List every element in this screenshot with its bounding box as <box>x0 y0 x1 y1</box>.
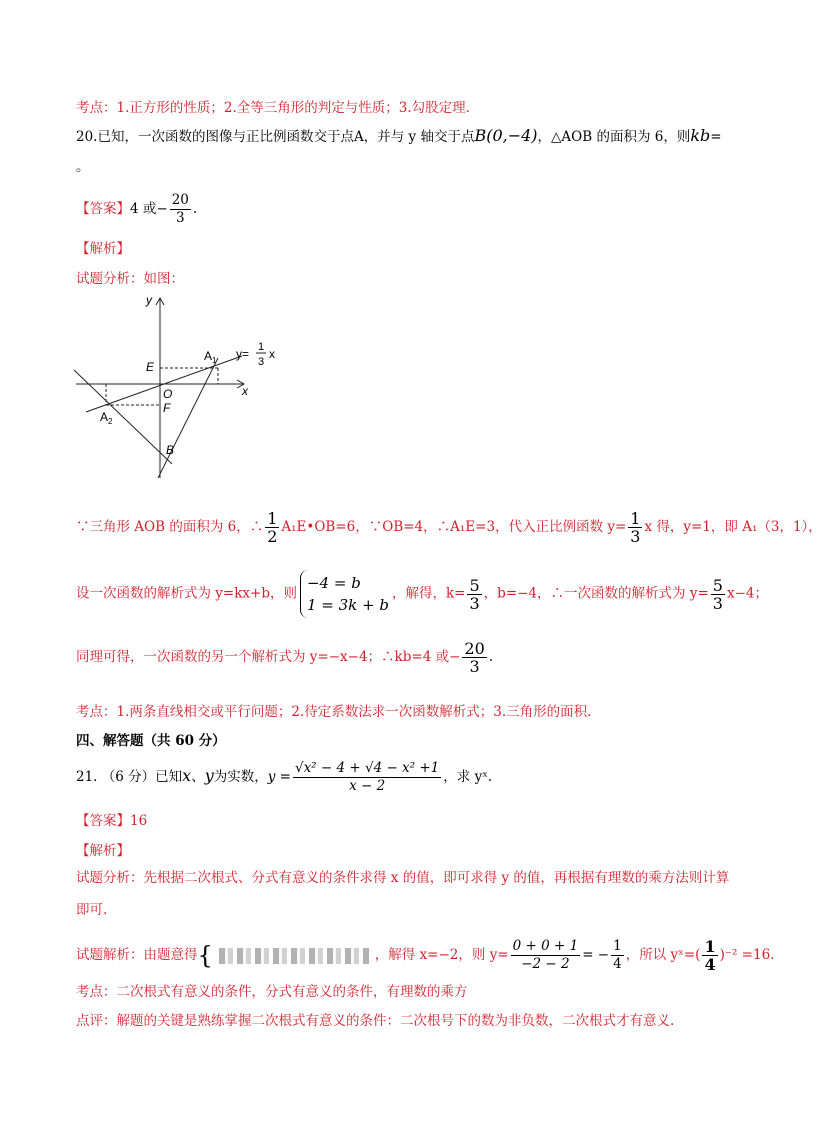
kaodian-21: 考点：二次根式有意义的条件，分式有意义的条件，有理数的乘方 <box>76 984 468 1000</box>
q20-text-d: ，△AOB 的面积为 6，则 <box>537 129 691 145</box>
answer-frac-num: 20 <box>171 192 189 208</box>
sol3-f-den: 3 <box>462 657 486 675</box>
q21-y-eq: y = <box>267 769 291 785</box>
label-b: B <box>166 443 175 457</box>
blurred-equation-image <box>219 948 369 964</box>
q20-eq: = <box>710 129 722 145</box>
answer21-label: 【答案】 <box>76 813 130 829</box>
q21-a: 21. （6 分）已知 <box>76 769 183 785</box>
sol2-d: x−4； <box>726 585 768 602</box>
kaodian-19: 考点：1.正方形的性质；2.全等三角形的判定与性质；3.勾股定理. <box>76 100 470 116</box>
sol2-f1-num: 5 <box>469 575 480 595</box>
sol1-f2-num: 1 <box>630 509 641 528</box>
sol2-c: ，b=−4，∴一次函数的解析式为 y= <box>483 585 709 602</box>
q21-b: 为实数， <box>213 769 268 785</box>
sol3-frac <box>462 640 486 675</box>
q21-df1-den: −2 − 2 <box>511 955 581 973</box>
sol1-f2-den: 3 <box>630 527 641 546</box>
q21-detail-b: ，解得 x=−2，则 y= <box>374 947 509 963</box>
q21-analysis-2: 即可. <box>76 902 108 918</box>
q20-kb: kb <box>690 126 711 145</box>
section-4-heading: 四、解答题（共 60 分） <box>76 733 226 749</box>
jiexi-label-21: 【解析】 <box>76 843 130 859</box>
sol2-f2-num: 5 <box>712 575 723 595</box>
q21-detail-c: = − <box>582 947 610 963</box>
label-line: y= <box>236 347 250 361</box>
sol1-frac-1 <box>265 510 279 545</box>
q21-detail-d: ，所以 yˣ=( <box>625 947 701 963</box>
q20-text-b: 的图像与正比例函数 <box>191 129 314 145</box>
q21-detail <box>76 938 774 973</box>
sol3-a: 同理可得，一次函数的另一个解析式为 y=−x−4；∴kb=4 或− <box>76 649 461 665</box>
line-a1-b <box>158 358 218 478</box>
label-line-num: 1 <box>258 341 265 353</box>
label-a2: A <box>100 410 109 424</box>
label-f: F <box>163 401 171 415</box>
q21-df1-num: 0 + 0 + 1 <box>512 938 579 954</box>
sol1-f1-num: 1 <box>267 509 278 528</box>
sol2-f1-den: 3 <box>469 593 480 613</box>
q21-var-y: y <box>204 766 214 785</box>
q21-detail-frac-1 <box>511 938 581 973</box>
q21-detail-frac-3 <box>702 938 717 973</box>
sol3-f-num: 20 <box>464 639 485 658</box>
sys-eq-1: −4 = b <box>306 574 361 592</box>
answer-end: . <box>192 201 198 217</box>
q21-fraction <box>293 760 441 795</box>
answer-frac-den: 3 <box>170 209 191 227</box>
q20-point-b: B(0,−4) <box>474 126 538 145</box>
sol1-a: ∵三角形 AOB 的面积为 6，∴ <box>76 519 264 535</box>
label-a1-sub: 1 <box>212 356 217 365</box>
label-e: E <box>146 360 155 374</box>
q21-df3-den: 4 <box>704 955 716 974</box>
q21-df3-num: 1 <box>704 937 716 956</box>
solution-line-1 <box>76 510 822 545</box>
q21-c: ，求 yˣ. <box>443 769 493 785</box>
solution-line-2 <box>76 570 768 618</box>
q21-detail-e: )⁻² =16. <box>719 947 775 963</box>
question-20 <box>76 127 722 146</box>
sol1-c: x 得，y=1，即 A₁（3，1）， <box>644 519 822 535</box>
q21-frac-num: √x² − 4 + √4 − x² +1 <box>294 760 440 776</box>
equation-system <box>300 570 389 618</box>
kaodian-20: 考点：1.两条直线相交或平行问题；2.待定系数法求一次函数解析式；3.三角形的面积. <box>76 704 592 720</box>
sol2-frac-2 <box>711 577 725 612</box>
q21-sep: 、 <box>191 769 205 785</box>
q21-var-x: x <box>182 766 192 785</box>
label-y-axis: y <box>146 293 152 307</box>
label-o: O <box>163 387 173 401</box>
sol2-frac-1 <box>467 577 481 612</box>
analysis-label-20: 试题分析：如图： <box>76 271 184 287</box>
sys-eq-2: 1 = 3k + b <box>306 596 389 614</box>
q21-df2-num: 1 <box>613 938 622 954</box>
q21-analysis-1: 试题分析：先根据二次根式、分式有意义的条件求得 x 的值，即可求得 y 的值，再根据有理数的乘方法则计算 <box>76 870 730 886</box>
sol3-end: . <box>488 649 494 665</box>
sol2-a: 设一次函数的解析式为 y=kx+b，则 <box>76 585 297 602</box>
q21-frac-den: x − 2 <box>293 777 441 795</box>
q21-df2-den: 4 <box>613 956 622 972</box>
solution-line-3 <box>76 640 493 675</box>
q21-detail-a: 试题解析：由题意得 <box>76 947 198 963</box>
coordinate-figure <box>66 288 286 488</box>
question-21 <box>76 760 492 795</box>
answer-20 <box>76 192 197 227</box>
q20-text-c: 交于点A，并与 y 轴交于点 <box>313 129 475 145</box>
q20-text-a: 20.已知，一次函数 <box>76 129 192 145</box>
sol1-frac-2 <box>628 510 642 545</box>
q21-detail-frac-2 <box>611 938 624 973</box>
q21-brace: { <box>197 941 213 970</box>
sol1-b: A₁E•OB=6，∵OB=4，∴A₁E=3，代入正比例函数 y= <box>281 519 627 535</box>
sol2-b: ，解得，k= <box>391 585 466 602</box>
dianping: 点评：解题的关键是熟练掌握二次根式有意义的条件：二次根号下的数为非负数，二次根式才有意义. <box>76 1013 675 1029</box>
jiexi-label-20: 【解析】 <box>76 241 130 257</box>
answer-value: 4 或− <box>130 201 168 217</box>
answer-label: 【答案】 <box>76 201 130 217</box>
answer21-value: 16 <box>130 813 148 829</box>
answer-fraction <box>170 192 191 227</box>
sol2-f2-den: 3 <box>712 593 723 613</box>
q20-period: 。 <box>76 159 90 175</box>
answer-21 <box>76 812 147 830</box>
sol1-f1-den: 2 <box>267 527 278 546</box>
label-a1: A <box>204 349 213 363</box>
label-a2-sub: 2 <box>108 417 113 426</box>
label-line-den: 3 <box>258 356 265 368</box>
label-line-x: x <box>269 347 275 361</box>
label-x-axis: x <box>242 384 248 398</box>
